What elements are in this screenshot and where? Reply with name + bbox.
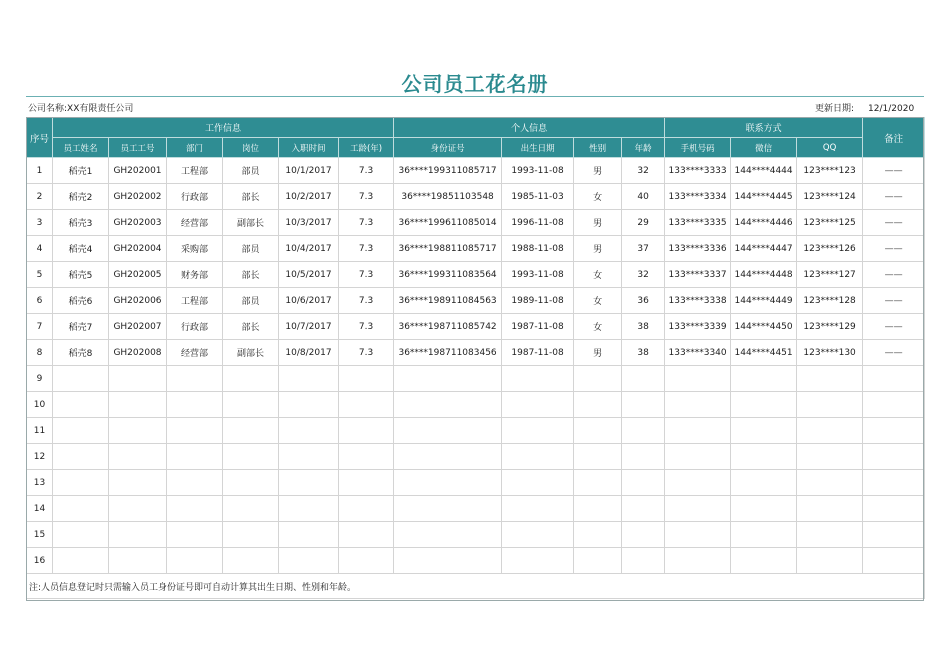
cell-empty[interactable] — [167, 418, 223, 444]
cell-wechat[interactable]: 144****4444 — [731, 158, 797, 184]
cell-join-date[interactable]: 10/8/2017 — [279, 340, 339, 366]
cell-empty[interactable] — [797, 470, 863, 496]
cell-empty[interactable] — [731, 418, 797, 444]
cell-employee-id[interactable]: GH202004 — [109, 236, 167, 262]
cell-join-date[interactable]: 10/1/2017 — [279, 158, 339, 184]
cell-empty[interactable] — [223, 444, 279, 470]
cell-seq[interactable]: 8 — [27, 340, 53, 366]
cell-empty[interactable] — [731, 470, 797, 496]
cell-join-date[interactable]: 10/6/2017 — [279, 288, 339, 314]
cell-position[interactable]: 部员 — [223, 288, 279, 314]
cell-remark[interactable]: —— — [863, 314, 925, 340]
cell-wechat[interactable]: 144****4445 — [731, 184, 797, 210]
cell-empty[interactable] — [731, 496, 797, 522]
cell-sex[interactable]: 男 — [574, 236, 622, 262]
cell-remark[interactable]: —— — [863, 288, 925, 314]
cell-empty[interactable] — [502, 366, 574, 392]
cell-wechat[interactable]: 144****4450 — [731, 314, 797, 340]
cell-age[interactable]: 37 — [622, 236, 665, 262]
cell-empty[interactable] — [53, 470, 109, 496]
cell-id-card[interactable]: 36****198711083456 — [394, 340, 502, 366]
header-position: 岗位 — [223, 138, 279, 158]
cell-empty[interactable] — [574, 496, 622, 522]
cell-empty[interactable] — [574, 522, 622, 548]
cell-empty[interactable] — [394, 470, 502, 496]
cell-name[interactable]: 稻壳2 — [53, 184, 109, 210]
cell-empty[interactable] — [109, 470, 167, 496]
cell-empty[interactable] — [109, 444, 167, 470]
cell-qq[interactable]: 123****126 — [797, 236, 863, 262]
update-date-info — [815, 101, 914, 114]
cell-department[interactable]: 工程部 — [167, 158, 223, 184]
cell-empty[interactable] — [863, 392, 925, 418]
cell-empty[interactable] — [863, 522, 925, 548]
cell-seq[interactable]: 11 — [27, 418, 53, 444]
cell-empty[interactable] — [167, 366, 223, 392]
table-row-empty[interactable] — [27, 366, 925, 392]
cell-phone[interactable]: 133****3337 — [665, 262, 731, 288]
cell-department[interactable]: 经营部 — [167, 210, 223, 236]
cell-empty[interactable] — [279, 496, 339, 522]
cell-id-card[interactable]: 36****198811085717 — [394, 236, 502, 262]
cell-empty[interactable] — [863, 496, 925, 522]
table-row-empty[interactable] — [27, 392, 925, 418]
company-label: 公司名称: — [28, 104, 68, 114]
cell-qq[interactable]: 123****127 — [797, 262, 863, 288]
cell-department[interactable]: 财务部 — [167, 262, 223, 288]
table-row[interactable] — [27, 184, 925, 210]
cell-empty[interactable] — [223, 392, 279, 418]
cell-empty[interactable] — [109, 548, 167, 574]
cell-empty[interactable] — [797, 522, 863, 548]
cell-empty[interactable] — [279, 548, 339, 574]
table-row-empty[interactable] — [27, 444, 925, 470]
cell-empty[interactable] — [223, 548, 279, 574]
cell-empty[interactable] — [502, 392, 574, 418]
header-wechat: 微信 — [731, 138, 797, 158]
cell-empty[interactable] — [797, 366, 863, 392]
cell-empty[interactable] — [731, 444, 797, 470]
cell-remark[interactable]: —— — [863, 262, 925, 288]
cell-department[interactable]: 行政部 — [167, 314, 223, 340]
cell-name[interactable]: 稻壳7 — [53, 314, 109, 340]
cell-department[interactable]: 采购部 — [167, 236, 223, 262]
table-row-empty[interactable] — [27, 548, 925, 574]
header-join-date: 入职时间 — [279, 138, 339, 158]
cell-join-date[interactable]: 10/7/2017 — [279, 314, 339, 340]
cell-empty[interactable] — [574, 418, 622, 444]
cell-phone[interactable]: 133****3336 — [665, 236, 731, 262]
cell-empty[interactable] — [863, 548, 925, 574]
cell-empty[interactable] — [622, 366, 665, 392]
table-row-empty[interactable] — [27, 470, 925, 496]
cell-empty[interactable] — [731, 522, 797, 548]
cell-empty[interactable] — [167, 496, 223, 522]
cell-age[interactable]: 29 — [622, 210, 665, 236]
cell-empty[interactable] — [279, 418, 339, 444]
cell-department[interactable]: 行政部 — [167, 184, 223, 210]
cell-seq[interactable]: 4 — [27, 236, 53, 262]
cell-empty[interactable] — [223, 496, 279, 522]
cell-id-card[interactable]: 36****198911084563 — [394, 288, 502, 314]
cell-join-date[interactable]: 10/5/2017 — [279, 262, 339, 288]
cell-wechat[interactable]: 144****4451 — [731, 340, 797, 366]
cell-empty[interactable] — [394, 418, 502, 444]
cell-empty[interactable] — [109, 366, 167, 392]
cell-empty[interactable] — [622, 496, 665, 522]
cell-department[interactable]: 工程部 — [167, 288, 223, 314]
table-row[interactable] — [27, 236, 925, 262]
cell-seq[interactable]: 7 — [27, 314, 53, 340]
cell-empty[interactable] — [339, 470, 394, 496]
header-remark: 备注 — [863, 118, 925, 158]
cell-seq[interactable]: 14 — [27, 496, 53, 522]
cell-empty[interactable] — [109, 392, 167, 418]
header-phone: 手机号码 — [665, 138, 731, 158]
cell-empty[interactable] — [394, 366, 502, 392]
cell-empty[interactable] — [339, 496, 394, 522]
cell-years[interactable]: 7.3 — [339, 262, 394, 288]
header-group-work: 工作信息 — [53, 118, 394, 138]
cell-empty[interactable] — [731, 392, 797, 418]
cell-empty[interactable] — [863, 470, 925, 496]
cell-empty[interactable] — [665, 522, 731, 548]
cell-empty[interactable] — [502, 444, 574, 470]
cell-empty[interactable] — [167, 548, 223, 574]
footnote: 注:人员信息登记时只需输入员工身份证号即可自动计算其出生日期、性别和年龄。 — [27, 574, 925, 599]
cell-empty[interactable] — [109, 496, 167, 522]
cell-empty[interactable] — [394, 548, 502, 574]
cell-remark[interactable]: —— — [863, 184, 925, 210]
cell-empty[interactable] — [394, 522, 502, 548]
header-group-personal: 个人信息 — [394, 118, 665, 138]
cell-empty[interactable] — [53, 418, 109, 444]
cell-years[interactable]: 7.3 — [339, 158, 394, 184]
cell-seq[interactable]: 3 — [27, 210, 53, 236]
cell-empty[interactable] — [797, 418, 863, 444]
cell-empty[interactable] — [279, 444, 339, 470]
company-name: XX有限责任公司 — [67, 104, 134, 114]
table-row[interactable] — [27, 262, 925, 288]
cell-sex[interactable]: 女 — [574, 262, 622, 288]
cell-empty[interactable] — [622, 392, 665, 418]
cell-age[interactable]: 38 — [622, 314, 665, 340]
cell-remark[interactable]: —— — [863, 158, 925, 184]
cell-qq[interactable]: 123****125 — [797, 210, 863, 236]
cell-empty[interactable] — [502, 418, 574, 444]
cell-empty[interactable] — [502, 496, 574, 522]
cell-empty[interactable] — [622, 470, 665, 496]
cell-name[interactable]: 稻壳6 — [53, 288, 109, 314]
cell-birth-date[interactable]: 1993-11-08 — [502, 262, 574, 288]
cell-qq[interactable]: 123****124 — [797, 184, 863, 210]
cell-empty[interactable] — [797, 496, 863, 522]
cell-empty[interactable] — [394, 496, 502, 522]
cell-empty[interactable] — [167, 444, 223, 470]
cell-years[interactable]: 7.3 — [339, 236, 394, 262]
cell-empty[interactable] — [731, 548, 797, 574]
cell-remark[interactable]: —— — [863, 236, 925, 262]
cell-seq[interactable]: 9 — [27, 366, 53, 392]
cell-age[interactable]: 32 — [622, 158, 665, 184]
cell-qq[interactable]: 123****129 — [797, 314, 863, 340]
cell-empty[interactable] — [863, 366, 925, 392]
table-row[interactable] — [27, 158, 925, 184]
cell-position[interactable]: 部长 — [223, 314, 279, 340]
cell-empty[interactable] — [622, 418, 665, 444]
cell-birth-date[interactable]: 1996-11-08 — [502, 210, 574, 236]
cell-name[interactable]: 稻壳4 — [53, 236, 109, 262]
cell-empty[interactable] — [223, 522, 279, 548]
cell-empty[interactable] — [109, 418, 167, 444]
cell-empty[interactable] — [109, 522, 167, 548]
cell-empty[interactable] — [574, 392, 622, 418]
cell-qq[interactable]: 123****128 — [797, 288, 863, 314]
cell-seq[interactable]: 5 — [27, 262, 53, 288]
cell-empty[interactable] — [574, 444, 622, 470]
cell-empty[interactable] — [339, 548, 394, 574]
cell-empty[interactable] — [665, 548, 731, 574]
cell-birth-date[interactable]: 1987-11-08 — [502, 340, 574, 366]
cell-birth-date[interactable]: 1993-11-08 — [502, 158, 574, 184]
header-department: 部门 — [167, 138, 223, 158]
cell-empty[interactable] — [394, 392, 502, 418]
header-sex: 性别 — [574, 138, 622, 158]
cell-wechat[interactable]: 144****4448 — [731, 262, 797, 288]
roster-body — [27, 158, 925, 599]
cell-wechat[interactable]: 144****4447 — [731, 236, 797, 262]
cell-age[interactable]: 40 — [622, 184, 665, 210]
cell-join-date[interactable]: 10/3/2017 — [279, 210, 339, 236]
cell-id-card[interactable]: 36****198711085742 — [394, 314, 502, 340]
cell-empty[interactable] — [502, 470, 574, 496]
cell-sex[interactable]: 男 — [574, 158, 622, 184]
cell-empty[interactable] — [797, 548, 863, 574]
cell-position[interactable]: 部员 — [223, 236, 279, 262]
cell-employee-id[interactable]: GH202001 — [109, 158, 167, 184]
cell-birth-date[interactable]: 1987-11-08 — [502, 314, 574, 340]
cell-age[interactable]: 32 — [622, 262, 665, 288]
cell-name[interactable]: 稻壳3 — [53, 210, 109, 236]
cell-empty[interactable] — [279, 470, 339, 496]
cell-name[interactable]: 稻壳1 — [53, 158, 109, 184]
cell-sex[interactable]: 女 — [574, 314, 622, 340]
cell-empty[interactable] — [574, 548, 622, 574]
cell-phone[interactable]: 133****3334 — [665, 184, 731, 210]
note-row — [27, 574, 925, 599]
cell-seq[interactable]: 16 — [27, 548, 53, 574]
cell-birth-date[interactable]: 1989-11-08 — [502, 288, 574, 314]
cell-employee-id[interactable]: GH202003 — [109, 210, 167, 236]
cell-seq[interactable]: 1 — [27, 158, 53, 184]
cell-id-card[interactable]: 36****199311083564 — [394, 262, 502, 288]
cell-empty[interactable] — [665, 366, 731, 392]
cell-qq[interactable]: 123****123 — [797, 158, 863, 184]
table-row[interactable] — [27, 314, 925, 340]
cell-empty[interactable] — [665, 392, 731, 418]
cell-empty[interactable] — [622, 522, 665, 548]
cell-empty[interactable] — [502, 548, 574, 574]
table-row[interactable] — [27, 340, 925, 366]
cell-empty[interactable] — [665, 418, 731, 444]
page-title: 公司员工花名册 — [401, 72, 549, 96]
cell-empty[interactable] — [622, 548, 665, 574]
cell-position[interactable]: 副部长 — [223, 340, 279, 366]
header-qq: QQ — [797, 138, 863, 158]
cell-seq[interactable]: 10 — [27, 392, 53, 418]
cell-empty[interactable] — [797, 444, 863, 470]
cell-employee-id[interactable]: GH202007 — [109, 314, 167, 340]
cell-birth-date[interactable]: 1985-11-03 — [502, 184, 574, 210]
cell-empty[interactable] — [339, 522, 394, 548]
cell-seq[interactable]: 12 — [27, 444, 53, 470]
cell-empty[interactable] — [223, 366, 279, 392]
cell-employee-id[interactable]: GH202006 — [109, 288, 167, 314]
cell-years[interactable]: 7.3 — [339, 340, 394, 366]
cell-years[interactable]: 7.3 — [339, 314, 394, 340]
header-name: 员工姓名 — [53, 138, 109, 158]
cell-empty[interactable] — [394, 444, 502, 470]
cell-seq[interactable]: 13 — [27, 470, 53, 496]
cell-birth-date[interactable]: 1988-11-08 — [502, 236, 574, 262]
cell-join-date[interactable]: 10/4/2017 — [279, 236, 339, 262]
header-employee-id: 员工工号 — [109, 138, 167, 158]
cell-empty[interactable] — [665, 470, 731, 496]
header-age: 年龄 — [622, 138, 665, 158]
cell-employee-id[interactable]: GH202008 — [109, 340, 167, 366]
cell-employee-id[interactable]: GH202005 — [109, 262, 167, 288]
cell-empty[interactable] — [731, 366, 797, 392]
cell-phone[interactable]: 133****3335 — [665, 210, 731, 236]
company-info — [28, 101, 133, 114]
cell-id-card[interactable]: 36****199311085717 — [394, 158, 502, 184]
cell-sex[interactable]: 女 — [574, 288, 622, 314]
cell-empty[interactable] — [167, 392, 223, 418]
cell-empty[interactable] — [574, 470, 622, 496]
cell-phone[interactable]: 133****3333 — [665, 158, 731, 184]
cell-join-date[interactable]: 10/2/2017 — [279, 184, 339, 210]
cell-wechat[interactable]: 144****4446 — [731, 210, 797, 236]
cell-empty[interactable] — [53, 366, 109, 392]
cell-empty[interactable] — [53, 548, 109, 574]
cell-sex[interactable]: 男 — [574, 340, 622, 366]
cell-seq[interactable]: 2 — [27, 184, 53, 210]
cell-phone[interactable]: 133****3339 — [665, 314, 731, 340]
cell-empty[interactable] — [223, 470, 279, 496]
cell-empty[interactable] — [53, 392, 109, 418]
cell-name[interactable]: 稻壳8 — [53, 340, 109, 366]
cell-empty[interactable] — [863, 444, 925, 470]
employee-roster-table — [26, 117, 925, 599]
cell-empty[interactable] — [574, 366, 622, 392]
cell-position[interactable]: 部员 — [223, 158, 279, 184]
cell-empty[interactable] — [863, 418, 925, 444]
cell-empty[interactable] — [665, 444, 731, 470]
cell-empty[interactable] — [797, 392, 863, 418]
header-group-contact: 联系方式 — [665, 118, 863, 138]
table-row-empty[interactable] — [27, 522, 925, 548]
update-date-label: 更新日期: — [815, 104, 855, 114]
table-row-empty[interactable] — [27, 418, 925, 444]
cell-years[interactable]: 7.3 — [339, 210, 394, 236]
cell-empty[interactable] — [167, 522, 223, 548]
cell-position[interactable]: 部长 — [223, 262, 279, 288]
cell-phone[interactable]: 133****3338 — [665, 288, 731, 314]
header-id-card: 身份证号 — [394, 138, 502, 158]
cell-sex[interactable]: 女 — [574, 184, 622, 210]
cell-id-card[interactable]: 36****199611085014 — [394, 210, 502, 236]
cell-empty[interactable] — [665, 496, 731, 522]
cell-empty[interactable] — [339, 444, 394, 470]
cell-empty[interactable] — [339, 392, 394, 418]
cell-empty[interactable] — [53, 496, 109, 522]
cell-id-card[interactable]: 36****19851103548 — [394, 184, 502, 210]
cell-sex[interactable]: 男 — [574, 210, 622, 236]
cell-empty[interactable] — [53, 444, 109, 470]
cell-empty[interactable] — [53, 522, 109, 548]
header-years: 工龄(年) — [339, 138, 394, 158]
cell-empty[interactable] — [167, 470, 223, 496]
cell-name[interactable]: 稻壳5 — [53, 262, 109, 288]
cell-empty[interactable] — [502, 522, 574, 548]
cell-empty[interactable] — [279, 392, 339, 418]
cell-qq[interactable]: 123****130 — [797, 340, 863, 366]
cell-phone[interactable]: 133****3340 — [665, 340, 731, 366]
cell-position[interactable]: 部长 — [223, 184, 279, 210]
title-divider — [26, 96, 924, 97]
cell-years[interactable]: 7.3 — [339, 288, 394, 314]
cell-age[interactable]: 36 — [622, 288, 665, 314]
cell-empty[interactable] — [622, 444, 665, 470]
table-row-empty[interactable] — [27, 496, 925, 522]
table-row[interactable] — [27, 210, 925, 236]
update-date-value: 12/1/2020 — [868, 104, 915, 114]
cell-empty[interactable] — [339, 366, 394, 392]
cell-empty[interactable] — [279, 522, 339, 548]
header-seq: 序号 — [27, 118, 53, 158]
cell-seq[interactable]: 15 — [27, 522, 53, 548]
table-row[interactable] — [27, 288, 925, 314]
cell-position[interactable]: 副部长 — [223, 210, 279, 236]
cell-employee-id[interactable]: GH202002 — [109, 184, 167, 210]
header-birth-date: 出生日期 — [502, 138, 574, 158]
cell-empty[interactable] — [279, 366, 339, 392]
cell-seq[interactable]: 6 — [27, 288, 53, 314]
cell-wechat[interactable]: 144****4449 — [731, 288, 797, 314]
cell-age[interactable]: 38 — [622, 340, 665, 366]
cell-remark[interactable]: —— — [863, 340, 925, 366]
cell-remark[interactable]: —— — [863, 210, 925, 236]
cell-empty[interactable] — [223, 418, 279, 444]
cell-department[interactable]: 经营部 — [167, 340, 223, 366]
cell-empty[interactable] — [339, 418, 394, 444]
cell-years[interactable]: 7.3 — [339, 184, 394, 210]
